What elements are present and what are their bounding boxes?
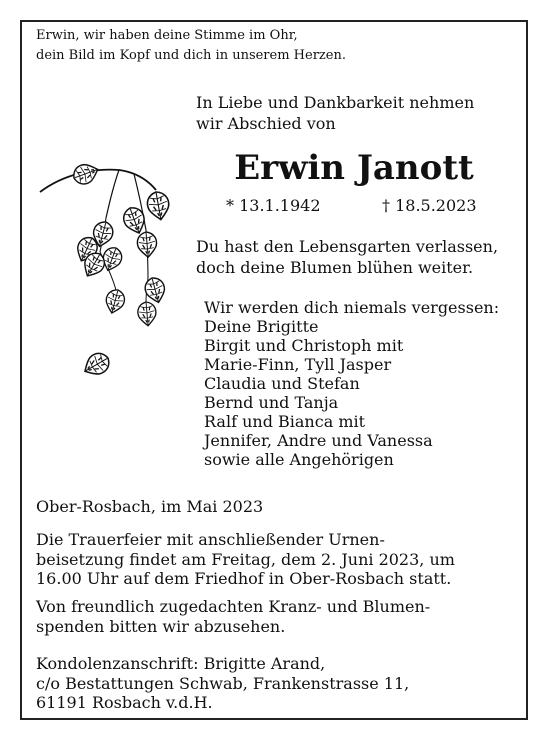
- intro-line: wir Abschied von: [196, 114, 336, 133]
- mourners-list: [204, 298, 499, 469]
- mourner-entry: Ralf und Bianca mit: [204, 412, 366, 431]
- address-line: Kondolenzanschrift: Brigitte Arand,: [36, 654, 326, 673]
- address-line: 61191 Rosbach v.d.H.: [36, 693, 213, 712]
- flower-line: spenden bitten wir abzusehen.: [36, 616, 286, 636]
- flower-line: Von freundlich zugedachten Kranz- und Blumen-: [36, 597, 431, 616]
- motto-line: dein Bild im Kopf und dich in unserem Herzen.: [36, 48, 346, 63]
- flower-request: [36, 597, 430, 636]
- service-line: beisetzung findet am Freitag, dem 2. Juni 2023, um: [36, 549, 455, 569]
- place-and-date: Ober-Rosbach, im Mai 2023: [36, 497, 264, 516]
- service-line: 16.00 Uhr auf dem Friedhof in Ober-Rosbach statt.: [36, 569, 452, 588]
- service-line: Die Trauerfeier mit anschließender Urnen-: [36, 530, 385, 549]
- mourner-entry: Bernd und Tanja: [204, 393, 339, 412]
- mourner-entry: sowie alle Angehörigen: [204, 450, 394, 469]
- condolence-address: [36, 654, 409, 713]
- garden-quote: [196, 236, 498, 278]
- mourner-entry: Deine Brigitte: [204, 317, 319, 336]
- motto-text: [36, 26, 346, 66]
- motto-line: Erwin, wir haben deine Stimme im Ohr,: [36, 28, 298, 43]
- birch-branch-icon: [34, 160, 184, 400]
- address-line: c/o Bestattungen Schwab, Frankenstrasse 11,: [36, 673, 410, 693]
- death-date: † 18.5.2023: [382, 196, 477, 215]
- intro-line: In Liebe und Dankbarkeit nehmen: [196, 93, 475, 112]
- mourner-entry: Jennifer, Andre und Vanessa: [204, 431, 433, 450]
- mourner-entry: Birgit und Christoph mit: [204, 336, 404, 355]
- mourner-entry: Claudia und Stefan: [204, 374, 360, 393]
- mourner-entry: Marie-Finn, Tyll Jasper: [204, 355, 392, 374]
- funeral-service-info: [36, 530, 455, 589]
- birth-date: * 13.1.1942: [226, 196, 321, 215]
- farewell-intro: [196, 92, 474, 134]
- quote-line: Du hast den Lebensgarten verlassen,: [196, 237, 499, 256]
- quote-line: doch deine Blumen blühen weiter.: [196, 258, 474, 277]
- deceased-name: Erwin Janott: [234, 148, 474, 188]
- mourners-heading: Wir werden dich niemals vergessen:: [204, 298, 500, 317]
